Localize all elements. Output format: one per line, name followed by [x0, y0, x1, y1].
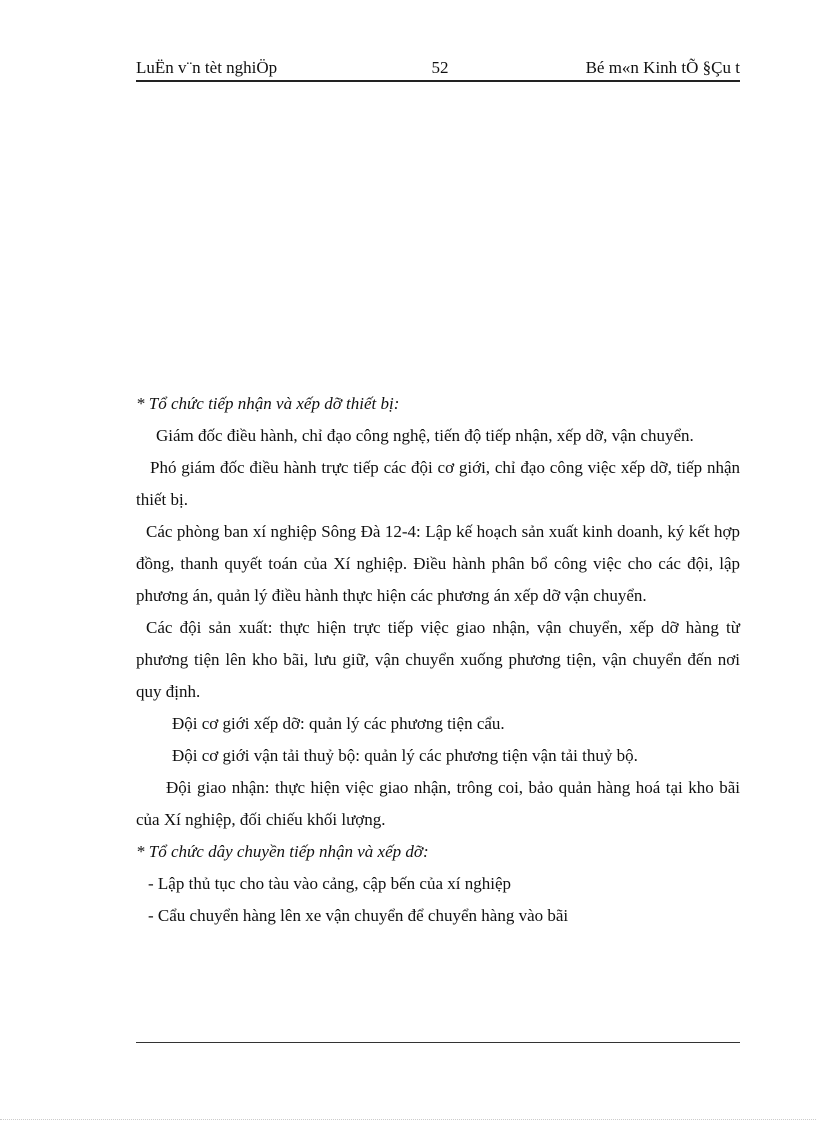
page-bottom-border — [0, 1119, 816, 1120]
footer-divider — [136, 1042, 740, 1043]
paragraph-departments: Các phòng ban xí nghiệp Sông Đà 12-4: Lập kế hoạch sản xuất kinh doanh, ký kết hợp đồng, thanh quyết toán của Xí nghiệp. Điều hành phân bổ công việc cho các đội, lập phương án, quản lý điều hành thực hiện các phương án xếp dỡ vận chuyển. — [136, 522, 740, 605]
header-thesis-title: LuËn v¨n tèt nghiÖp — [136, 58, 278, 77]
body-text — [136, 388, 740, 932]
paragraph-production-teams: Các đội sản xuất: thực hiện trực tiếp việc giao nhận, vận chuyển, xếp dỡ hàng từ phương tiện lên kho bãi, lưu giữ, vận chuyển xuống phương tiện, vận chuyển đến nơi quy định. — [136, 618, 740, 701]
paragraph-deputy-director: Phó giám đốc điều hành trực tiếp các đội cơ giới, chỉ đạo công việc xếp dỡ, tiếp nhận thiết bị. — [136, 458, 740, 509]
bullet-port-procedures: - Lập thủ tục cho tàu vào cảng, cập bến của xí nghiệp — [148, 874, 512, 893]
page-header — [136, 58, 740, 82]
paragraph-director: Giám đốc điều hành, chỉ đạo công nghệ, tiến độ tiếp nhận, xếp dỡ, vận chuyển. — [156, 426, 694, 445]
paragraph-delivery-team: Đội giao nhận: thực hiện việc giao nhận, trông coi, bảo quản hàng hoá tại kho bãi của Xí nghiệp, đối chiếu khối lượng. — [136, 778, 740, 829]
page-number: 52 — [431, 58, 449, 77]
paragraph-crane-team: Đội cơ giới xếp dỡ: quản lý các phương tiện cẩu. — [172, 714, 505, 733]
header-department: Bé m«n Kinh tÕ §Çu t — [585, 58, 740, 77]
bullet-crane-transfer: - Cẩu chuyển hàng lên xe vận chuyển để chuyển hàng vào bãi — [148, 906, 569, 925]
section-heading-receiving: * Tổ chức tiếp nhận và xếp dỡ thiết bị: — [136, 394, 400, 413]
section-heading-chain: * Tổ chức dây chuyền tiếp nhận và xếp dỡ: — [136, 842, 429, 861]
paragraph-transport-team: Đội cơ giới vận tải thuỷ bộ: quản lý các phương tiện vận tải thuỷ bộ. — [172, 746, 638, 765]
